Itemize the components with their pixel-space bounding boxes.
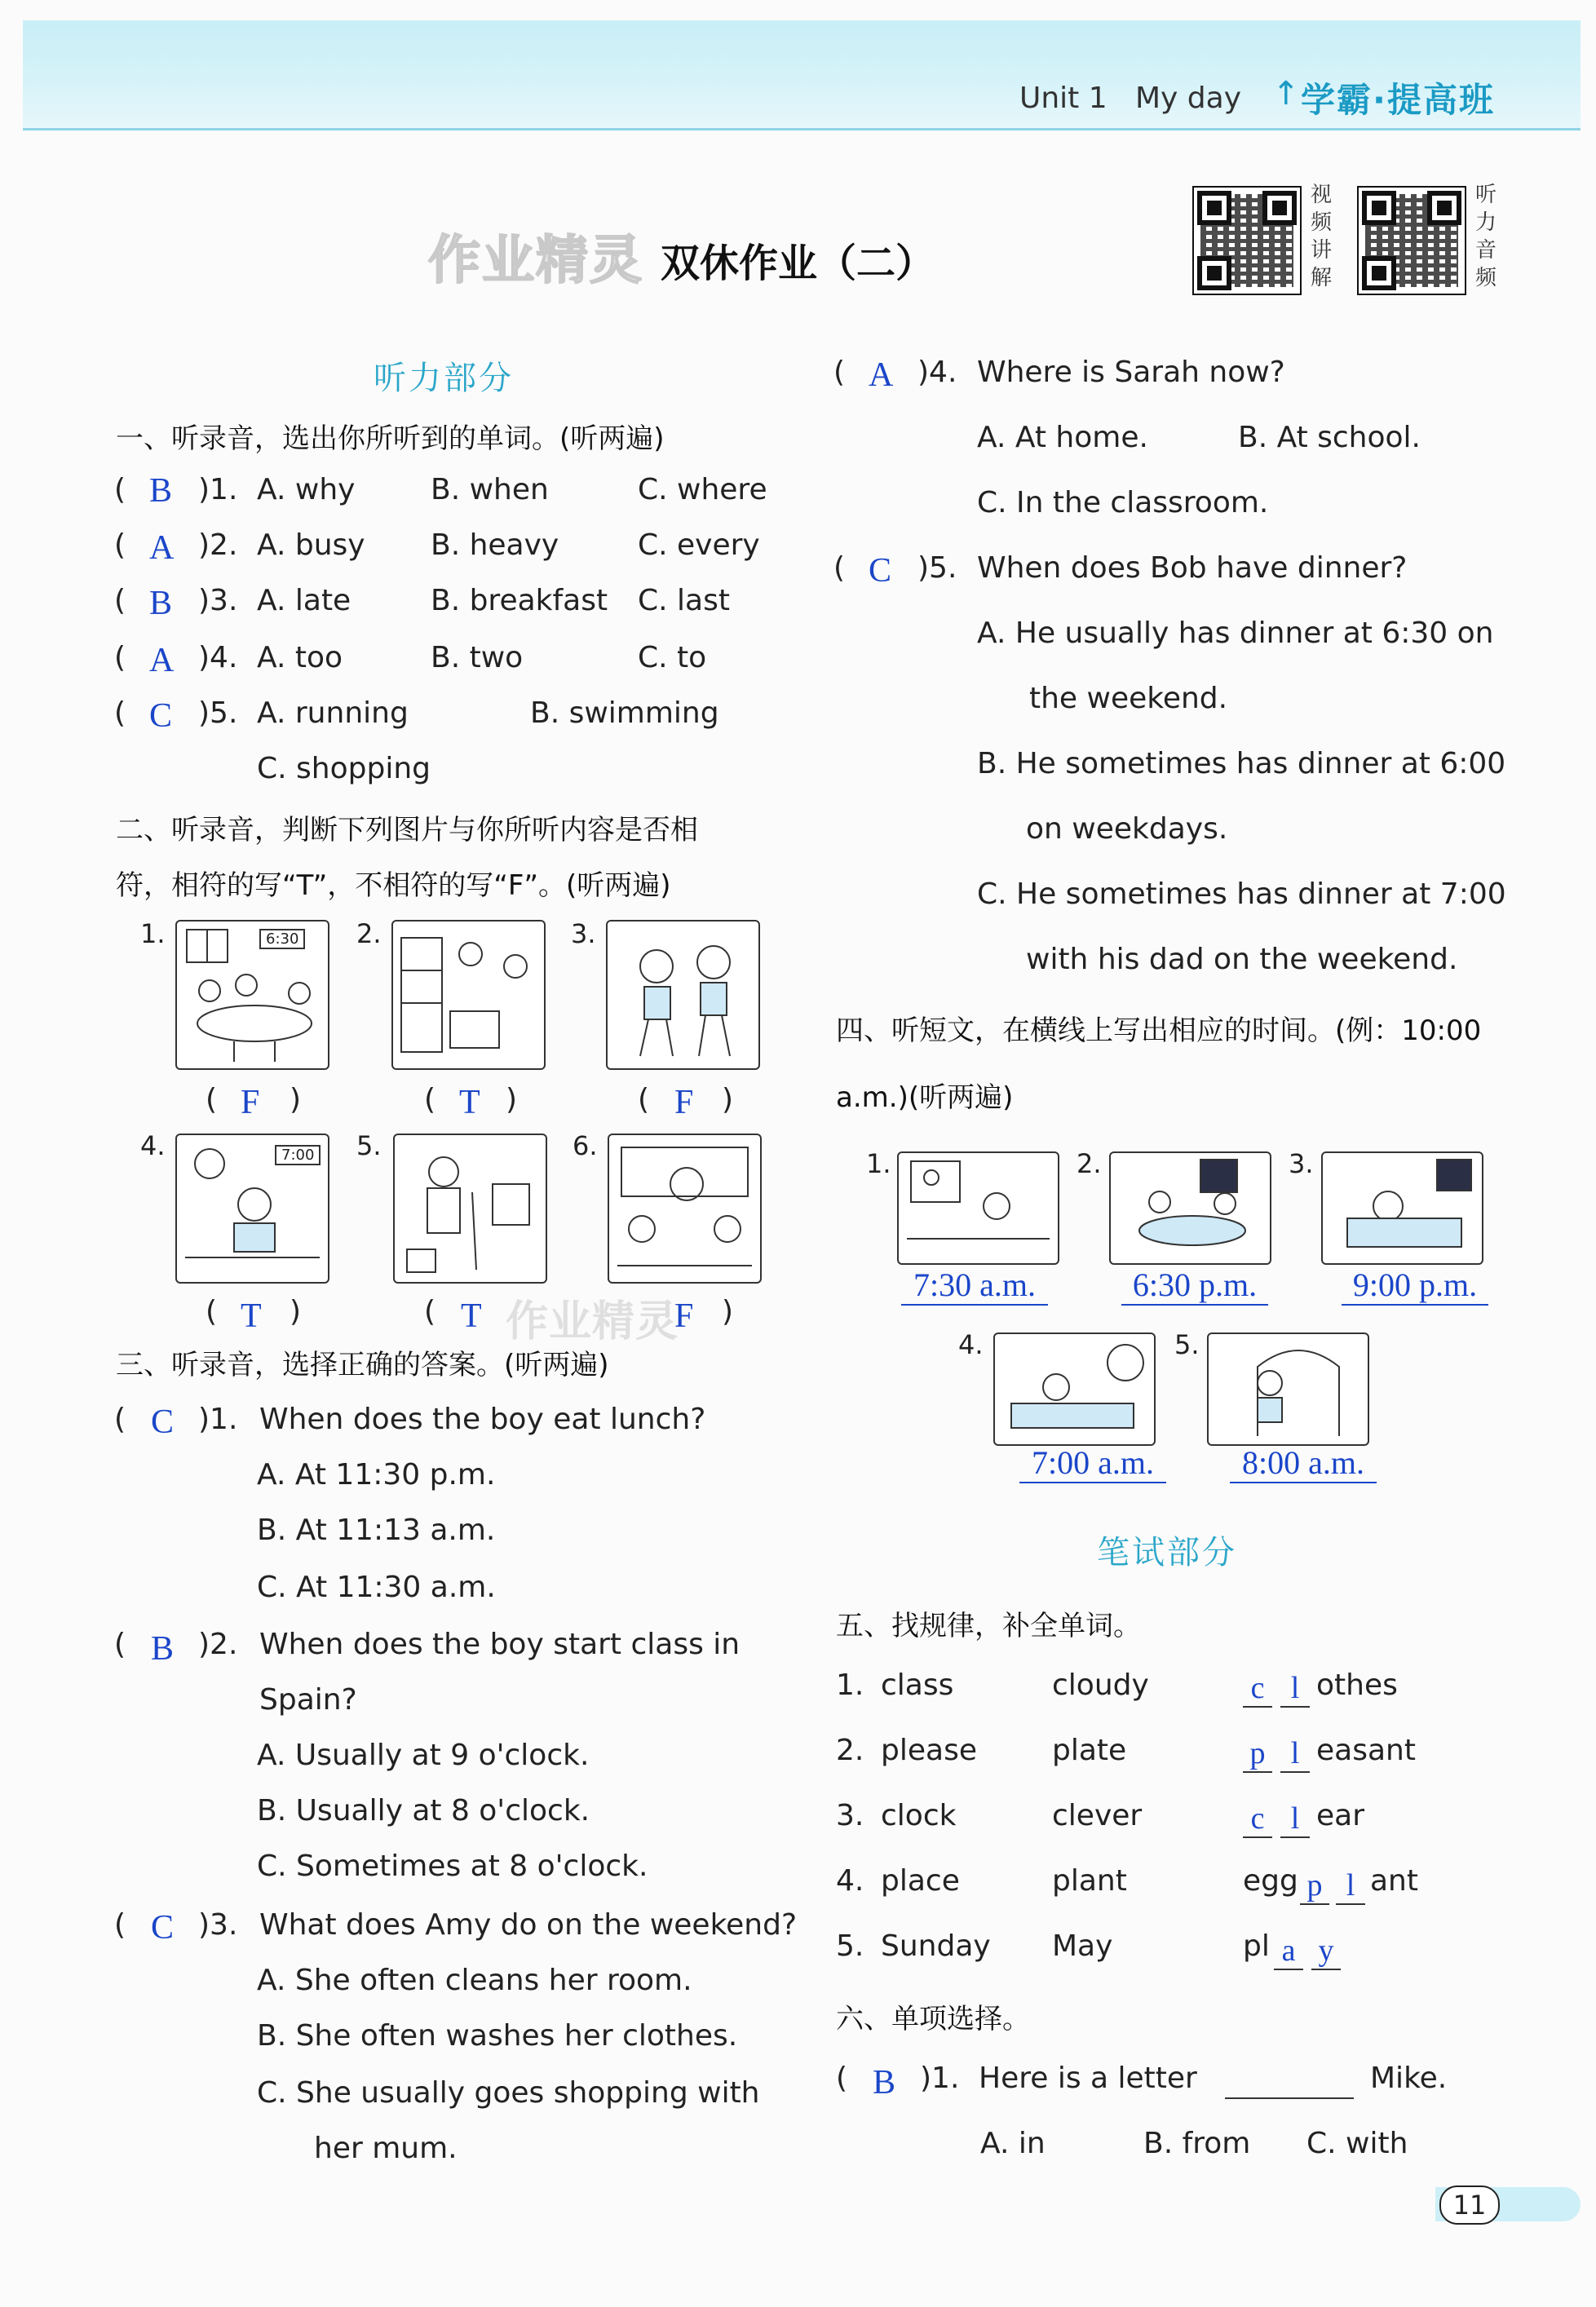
- listening-section-heading: 听力部分: [374, 360, 514, 397]
- english-class-picture: [608, 1134, 762, 1284]
- part4-answer-1: 7:30 a.m.: [901, 1266, 1048, 1306]
- cleaning-picture: [391, 920, 546, 1070]
- title-watermark: 作业精灵: [428, 231, 643, 291]
- part4-answer-3: 9:00 p.m.: [1342, 1266, 1488, 1306]
- page-number: 11: [1439, 2185, 1500, 2225]
- go-to-school-picture: [1207, 1332, 1369, 1446]
- header-unit: Unit 1 My day: [1019, 82, 1242, 115]
- answer: A: [149, 642, 175, 679]
- video-qr-label: 视频讲解: [1310, 183, 1332, 290]
- mopping-picture: [393, 1134, 547, 1284]
- video-qr-code[interactable]: [1192, 186, 1302, 295]
- part4-answer-5: 8:00 a.m.: [1230, 1443, 1377, 1483]
- part2-heading-line1: 二、听录音，判断下列图片与你所听内容是否相: [116, 814, 698, 846]
- clock-label: 7:00: [275, 1145, 321, 1165]
- part2-answer-6: F: [674, 1297, 694, 1335]
- answer: A: [869, 356, 894, 394]
- page-title: 双休作业（二）: [661, 241, 935, 286]
- part4-answer-4: 7:00 a.m.: [1019, 1443, 1166, 1483]
- answer: C: [149, 697, 173, 735]
- part2-answer-1: F: [241, 1084, 260, 1121]
- night-sleep-picture: [1321, 1151, 1483, 1265]
- fill-in-blank[interactable]: [1225, 2097, 1354, 2099]
- evening-dinner-picture: [1109, 1151, 1271, 1265]
- part6-heading: 六、单项选择。: [836, 2003, 1030, 2035]
- answer: B: [151, 1630, 175, 1668]
- part3-heading: 三、听录音，选择正确的答案。(听两遍): [116, 1349, 609, 1381]
- part2-answer-2: T: [459, 1084, 480, 1121]
- answer: B: [149, 585, 173, 622]
- part2-answer-3: F: [674, 1084, 694, 1121]
- answer: C: [151, 1909, 175, 1947]
- part2-heading-line2: 符，相符的写“T”，不相符的写“F”。(听两遍): [116, 869, 671, 902]
- part2-answer-5: T: [461, 1297, 482, 1335]
- answer: C: [869, 552, 892, 590]
- part4-answer-2: 6:30 p.m.: [1121, 1266, 1268, 1306]
- brand-arrow-icon: ↑: [1272, 75, 1300, 113]
- writing-section-heading: 笔试部分: [1097, 1534, 1237, 1571]
- answer: C: [151, 1403, 175, 1441]
- answer: B: [149, 472, 173, 510]
- audio-qr-label: 听力音频: [1474, 183, 1497, 290]
- answer-watermark: 作业精灵: [506, 1297, 679, 1346]
- part1-heading: 一、听录音，选出你所听到的单词。(听两遍): [116, 422, 665, 455]
- exercise-picture: [606, 920, 760, 1070]
- header-brand: 学霸·提高班: [1301, 80, 1495, 120]
- wake-up-picture: [993, 1332, 1156, 1446]
- part2-answer-4: T: [241, 1297, 262, 1335]
- family-dinner-picture: [175, 920, 329, 1070]
- part5-heading: 五、找规律，补全单词。: [836, 1610, 1141, 1642]
- part4-heading-line2: a.m.)(听两遍): [836, 1081, 1014, 1114]
- part4-heading-line1: 四、听短文，在横线上写出相应的时间。(例：10:00: [836, 1014, 1482, 1047]
- answer: A: [149, 529, 175, 567]
- answer: B: [873, 2064, 896, 2101]
- audio-qr-code[interactable]: [1357, 186, 1466, 295]
- morning-window-picture: [897, 1151, 1059, 1265]
- clock-label: 6:30: [259, 929, 305, 949]
